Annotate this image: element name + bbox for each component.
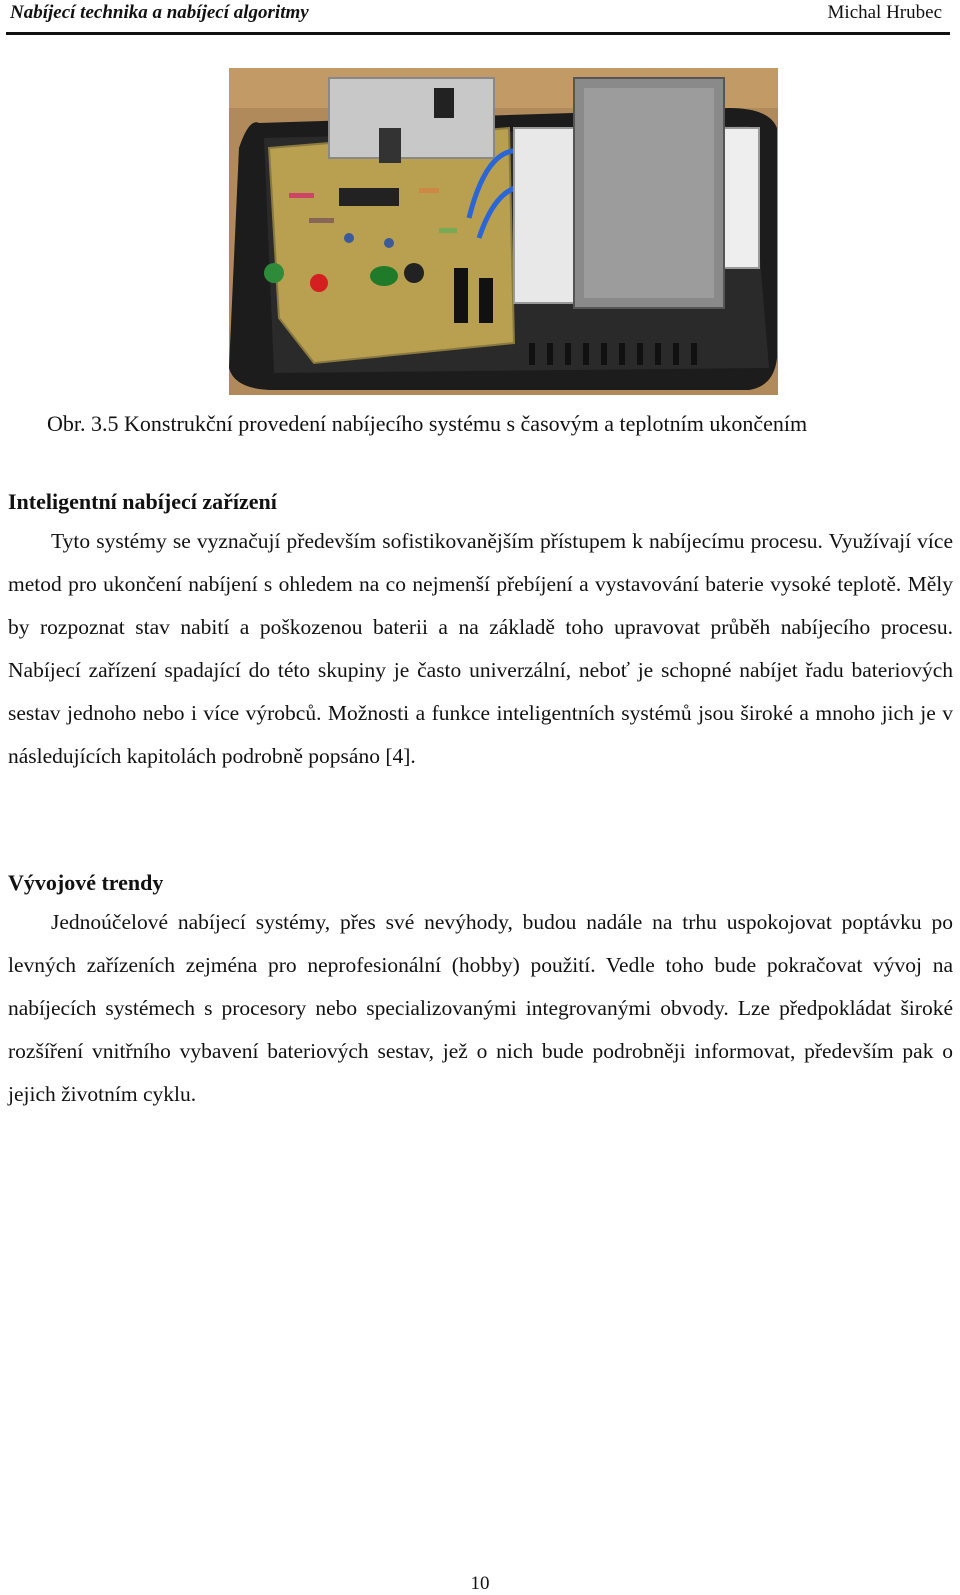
section-heading: Vývojové trendy xyxy=(8,870,164,895)
charger-photo xyxy=(229,68,778,395)
section-paragraph: Jednoúčelové nabíjecí systémy, přes své nevýhody, budou nadále na trhu uspokojovat poptávku po levných zařízeních zejména pro neprofesionální (hobby) použití. Vedle toho bude pokračovat vývoj na nabíjecích systémech s procesory nebo specializovanými integrovanými obvody. Lze předpokládat široké rozšíření vnitřního vybavení bateriových sestav, jež o nich bude podrobněji informovat, především pak o jejich životním cyklu. xyxy=(8,910,953,1106)
section-heading: Inteligentní nabíjecí zařízení xyxy=(8,489,277,514)
header-title: Nabíjecí technika a nabíjecí algoritmy xyxy=(10,2,309,23)
header-author: Michal Hrubec xyxy=(827,2,942,23)
section-paragraph: Tyto systémy se vyznačují především sofistikovanějším přístupem k nabíjecímu procesu. Využívají více metod pro ukončení nabíjení s ohledem na co nejmenší přebíjení a vystavování baterie vysoké teplotě. Měly by rozpoznat stav nabití a poškozenou baterii a na základě toho upravovat průběh nabíjecího procesu. Nabíjecí zařízení spadající do této skupiny je často univerzální, neboť je schopné nabíjet řadu bateriových sestav jednoho nebo i více výrobců. Možnosti a funkce inteligentních systémů jsou široké a mnoho jich je v následujících kapitolách podrobně popsáno [4]. xyxy=(8,529,953,768)
figure-caption: Obr. 3.5 Konstrukční provedení nabíjecího systému s časovým a teplotním ukončením xyxy=(47,411,808,436)
section-development-trends xyxy=(8,865,953,1116)
page-header xyxy=(6,0,950,35)
section-intelligent-chargers xyxy=(8,484,953,778)
page-number: 10 xyxy=(470,1573,490,1594)
